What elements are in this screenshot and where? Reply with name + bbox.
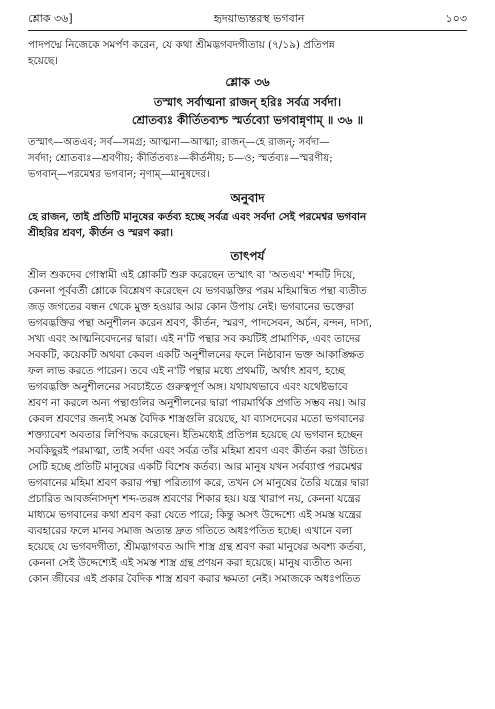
purport-line: ভগবানের মহিমা শ্রবণ করার পন্থা পরিত্যাগ করে, তখন সে মানুষের তৈরি যন্ত্রের দ্বারা xyxy=(28,477,369,489)
translation-line: শ্রীহরির শ্রবণ, কীর্তন ও স্মরণ করা। xyxy=(28,227,174,239)
purport-line: শক্ত্যাবেশ অবতার লিপিবদ্ধ করেছেন। ইতিমধ্যেই প্রতিপন্ন হয়েছে যে ভগবান হচ্ছেন xyxy=(28,429,363,441)
purport-line: সেটি হচ্ছে প্রতিটি মানুষের একটি বিশেষ কর্তব্য। আর মানুষ যখন সর্বব্যাপ্ত পরমেশ্বর xyxy=(28,461,363,473)
synonyms-block xyxy=(28,135,467,183)
purport-line: ভগবদ্ভক্তির পন্থা অনুশীলন করেন শ্রবণ, কীর্তন, স্মরণ, পাদসেবন, অর্চন, বন্দন, দাস্য, xyxy=(28,317,373,329)
purport-line: সবকটি, কয়েকটি অথবা কেবল একটি অনুশীলনের ফলে নিষ্ঠাবান ভক্ত আকাঙ্ক্ষিত xyxy=(28,349,365,361)
verse-line: তস্মাৎ সর্বাত্মনা রাজন্ হরিঃ সর্বত্র সর্বদা। xyxy=(153,95,342,109)
purport-line: ব্যবহারের ফলে মানব সমাজ অত্যন্ত দ্রুত গতিতে অধঃপতিত হচ্ছে। এখানে বলা xyxy=(28,525,353,537)
intro-line: হয়েছে। xyxy=(28,55,58,67)
purport-line: ফল লাভ করতে পারেন। তবে এই ন'টি পন্থার মধ্যে প্রথমটি, অর্থাৎ শ্রবণ, হচ্ছে xyxy=(28,365,345,377)
purport-line: মাধ্যমে ভগবানের কথা শ্রবণ করা যেতে পারে; কিন্তু অসৎ উদ্দেশ্যে এই সমস্ত যন্ত্রের xyxy=(28,509,362,521)
purport-line: জড় জগতের বন্ধন থেকে মুক্ত হওয়ার আর কোন উপায় নেই। ভগবানের ভক্তেরা xyxy=(28,301,354,313)
purport-block xyxy=(28,267,467,587)
synonyms-line: সর্বদা; শ্রোতব্যঃ—শ্রবণীয়; কীর্তিতব্যঃ—কীর্তনীয়; চ—ও; স্মর্তব্যঃ—স্মরণীয়; xyxy=(28,153,333,164)
purport-line: কেননা পূর্ববর্তী শ্লোকে বিশ্লেষণ করেছেন যে ভগবদ্ভক্তির পরম মহিমান্বিত পন্থা ব্যতীত xyxy=(28,285,367,297)
purport-line: কেবল শ্রবণের জন্যই সমস্ত বৈদিক শাস্ত্রগুলি রয়েছে, যা ব্যাসদেবের মতো ভগবানের xyxy=(28,413,365,425)
synonyms-line: ভগবান্—পরমেশ্বর ভগবান; নৃণাম্—মানুষদের। xyxy=(28,169,210,180)
verse-heading: শ্লোক ৩৬ xyxy=(225,75,270,89)
purport-line: প্রচারিত আবর্জনাসদৃশ শব্দ-তরঙ্গ শ্রবণের শিকার হয়। যন্ত্র খারাপ নয়, কেননা যন্ত্রের xyxy=(28,493,361,505)
purport-line: সখ্য এবং আত্মনিবেদনের দ্বারা। এই ন'টি পন্থার সব কয়টিই প্রামাণিক, এবং তাদের xyxy=(28,333,361,345)
verse-block xyxy=(28,93,467,129)
synonyms-line: তস্মাৎ—অতএব; সর্ব—সমগ্র; আত্মনা—আত্মা; রাজন্—হে রাজন্; সর্বদা— xyxy=(28,137,330,148)
purport-line: ভগবদ্ভক্তি অনুশীলনের সবচাইতে গুরুত্বপূর্ণ অঙ্গ। যথাযথভাবে এবং যথেষ্টভাবে xyxy=(28,381,348,393)
translation-heading: অনুবাদ xyxy=(230,191,265,205)
verse-line: শ্রোতব্যঃ কীর্তিতব্যশ্চ স্মর্তব্যো ভগবান্নৃণাম্ ॥ ৩৬ ॥ xyxy=(131,113,364,127)
translation-line: হে রাজন, তাই প্রতিটি মানুষের কর্তব্য হচ্ছে সর্বত্র এবং সর্বদা সেই পরমেশ্বর ভগবান xyxy=(28,211,367,223)
page-number: ১০৩ xyxy=(445,12,467,25)
purport-line: শ্রীল শুকদেব গোস্বামী এই শ্লোকটি শুরু করেছেন তস্মাৎ বা 'অতএব' শব্দটি দিয়ে, xyxy=(28,269,356,281)
purport-line: শ্রবণ না করলে অন্য পন্থাগুলির অনুশীলনের দ্বারা পারমার্থিক প্রগতি সম্ভব নয়। আর xyxy=(28,397,366,409)
purport-heading: তাৎপর্য xyxy=(230,249,265,263)
translation-block xyxy=(28,209,467,241)
header-chapter-title: হৃদয়াভ্যন্তরস্থ ভগবান xyxy=(213,12,305,25)
purport-line: হয়েছে যে ভগবদগীতা, শ্রীমদ্ভাগবত আদি শাস্ত্র গ্রন্থ শ্রবণ করা মানুষের অবশ্য কর্তব্য, xyxy=(28,541,367,553)
header-rule xyxy=(28,30,467,31)
intro-paragraph xyxy=(28,37,467,69)
running-header xyxy=(28,12,467,26)
purport-line: সবকিছুরই পরমাত্মা, তাই সর্বদা এবং সর্বত্র তাঁর মহিমা শ্রবণ এবং কীর্তন করা উচিত। xyxy=(28,445,368,457)
header-verse-ref: শ্লোক ৩৬] xyxy=(28,12,73,25)
purport-line: কোন জীবের এই প্রকার বৈদিক শাস্ত্র শ্রবণ করার ক্ষমতা নেই। সমাজকে অধঃপতিত xyxy=(28,573,361,585)
purport-line: কেননা সেই উদ্দেশ্যেই এই সমস্ত শাস্ত্র গ্রন্থ প্রণয়ন করা হয়েছে। মানুষ ব্যতীত অন্য xyxy=(28,557,352,569)
intro-line: পাদপদ্মে নিজেকে সমর্পণ করেন, যে কথা শ্রীমদ্ভগবদগীতায় (৭/১৯) প্রতিপন্ন xyxy=(28,39,335,51)
